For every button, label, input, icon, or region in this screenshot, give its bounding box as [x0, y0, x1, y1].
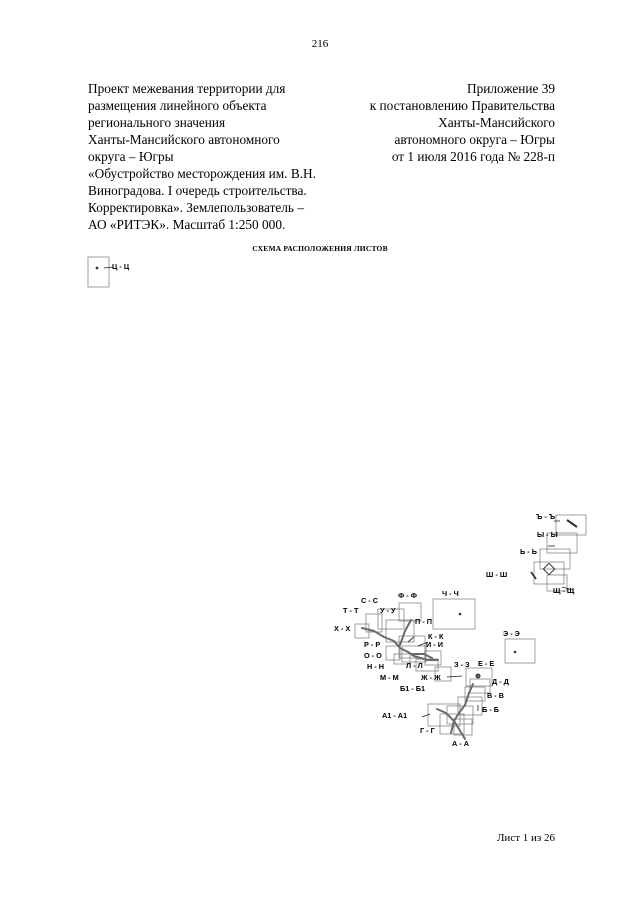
leader-line	[422, 714, 430, 717]
sheet-label-uu: У - У	[380, 606, 396, 615]
appendix-line: от 1 июля 2016 года № 228-п	[391, 149, 555, 164]
sheet-label-bb1: Б1 - Б1	[400, 684, 426, 693]
project-line: Проект межевания территории для	[88, 81, 286, 96]
sheet-label-vv: В - В	[487, 691, 505, 700]
sheet-frame-hh	[355, 624, 369, 638]
sheet-label-pp: П - П	[415, 617, 432, 626]
project-line: Ханты-Мансийского автономного	[88, 132, 280, 147]
project-line: Виноградова. I очередь строительства.	[88, 183, 307, 198]
project-line: «Обустройство месторождения им. В.Н.	[88, 166, 316, 181]
sheet-label-nn: Н - Н	[367, 662, 385, 671]
sheet-label-ss: С - С	[361, 596, 379, 605]
sheet-counter: Лист 1 из 26	[496, 832, 555, 844]
project-line: округа – Югры	[88, 149, 174, 164]
project-line: регионального значения	[88, 115, 226, 130]
appendix-line: автономного округа – Югры	[394, 132, 555, 147]
sheet-label-shsh: Ш - Ш	[486, 570, 508, 579]
sheet-label-ff: Ф - Ф	[398, 591, 417, 600]
sheet-frame-tsts	[88, 257, 109, 287]
sheet-frame-ee	[505, 639, 535, 663]
sheet-label-aa: А - А	[452, 739, 470, 748]
sheet-label-rr: Р - Р	[364, 640, 381, 649]
feature-point	[96, 267, 98, 269]
sheet-label-zhzh: Ж - Ж	[421, 673, 441, 682]
sheet-label-chch: Ч - Ч	[442, 589, 459, 598]
sheet-label-ye: Е - Е	[478, 659, 495, 668]
sheet-label-soft: Ь - Ь	[520, 547, 537, 556]
pipeline-route-west	[437, 709, 454, 721]
sheet-label-zz: З - З	[454, 660, 470, 669]
project-line: АО «РИТЭК». Масштаб 1:250 000.	[88, 217, 286, 232]
project-line: Корректировка». Землепользователь –	[88, 200, 304, 215]
scheme-title: СХЕМА РАСПОЛОЖЕНИЯ ЛИСТОВ	[252, 244, 388, 253]
feature-point	[459, 613, 461, 615]
sheet-frame-chch	[433, 599, 475, 629]
sheet-label-aa1: А1 - А1	[382, 711, 408, 720]
appendix-line: Приложение 39	[467, 81, 555, 96]
sheet-label-ii: И - И	[426, 640, 443, 649]
appendix-line: к постановлению Правительства	[369, 98, 555, 113]
sheet-frame-hard	[556, 515, 586, 535]
sheet-label-dd: Д - Д	[492, 677, 509, 686]
sheet-label-gg: Г - Г	[420, 726, 435, 735]
project-line: размещения линейного объекта	[88, 98, 267, 113]
feature-mark	[408, 637, 414, 642]
sheet-label-tsts: Ц - Ц	[112, 262, 130, 271]
sheet-label-tt: Т - Т	[343, 606, 359, 615]
sheet-frame-shsh	[534, 562, 564, 584]
leader-line	[447, 676, 462, 677]
sheet-label-kk: К - К	[428, 632, 444, 641]
page-number: 216	[311, 38, 329, 50]
feature-mark	[567, 520, 577, 527]
sheet-frame-soft	[540, 549, 570, 569]
feature-point	[514, 651, 516, 653]
pipeline-route-spur	[451, 721, 454, 733]
sheet-label-ee: Э - Э	[503, 629, 520, 638]
sheet-label-bb: Б - Б	[482, 705, 499, 714]
sheet-frame-rr	[386, 646, 400, 660]
sheet-label-shchsh: Щ - Щ	[553, 586, 575, 595]
sheet-label-oo: О - О	[364, 651, 382, 660]
sheet-label-ll: Л - Л	[406, 661, 423, 670]
sheet-label-yy: Ы - Ы	[537, 530, 558, 539]
sheet-label-hard: Ъ - Ъ	[536, 512, 556, 521]
feature-point	[476, 674, 480, 678]
sheet-label-mm: М - М	[380, 673, 399, 682]
sheet-label-hh: Х - Х	[334, 624, 351, 633]
appendix-line: Ханты-Мансийского	[438, 115, 555, 130]
pipeline-route-south	[454, 684, 473, 739]
feature-mark	[531, 572, 536, 579]
